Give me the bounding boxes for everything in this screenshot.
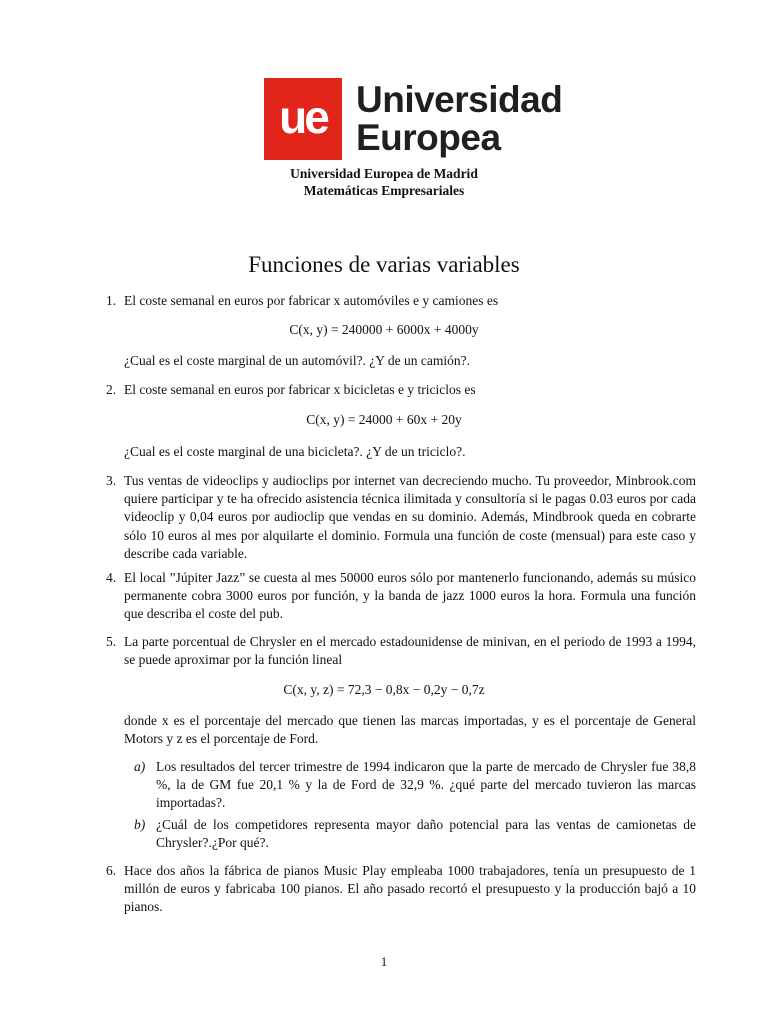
problem-3-number: 3. — [106, 473, 117, 488]
problem-1-question: ¿Cual es el coste marginal de un automóvil?. ¿Y de un camión?. — [124, 353, 471, 368]
problem-5a-text: Los resultados del tercer trimestre de 1994 indicaron que la parte de mercado de Chrysler fue 38,8 %, la de GM fue 20,1 % y la de Ford de 32,9 %. ¿qué parte del mercado tuvieron las marcas importadas?. — [156, 759, 696, 811]
logo-wordmark — [356, 81, 562, 157]
problem-5-after: donde x es el porcentaje del mercado que tienen las marcas importadas, y es el porcentaje de General Motors y z es el porcentaje de Ford. — [124, 713, 696, 747]
problem-5-text: La parte porcentual de Chrysler en el mercado estadounidense de minivan, en el periodo de 1993 a 1994, se puede aproximar por la función lineal — [124, 634, 696, 668]
problem-2-number: 2. — [106, 382, 117, 397]
problem-2-text: El coste semanal en euros por fabricar x bicicletas e y triciclos es — [124, 382, 476, 397]
logo-mark-box — [264, 78, 342, 160]
problem-1-equation: C(x, y) = 240000 + 6000x + 4000y — [289, 322, 479, 337]
problem-5a-label: a) — [134, 759, 146, 774]
problem-4-number: 4. — [106, 570, 117, 585]
problem-1-number: 1. — [106, 293, 117, 308]
logo-line-2: Europea — [356, 117, 501, 158]
problem-2-equation: C(x, y) = 24000 + 60x + 20y — [306, 412, 462, 427]
problem-5b-text: ¿Cuál de los competidores representa mayor daño potencial para las ventas de camionetas de Chrysler?.¿Por qué?. — [156, 817, 696, 851]
problem-5-equation: C(x, y, z) = 72,3 − 0,8x − 0,2y − 0,7z — [283, 682, 485, 697]
problem-5-number: 5. — [106, 634, 117, 649]
document-title: Funciones de varias variables — [248, 252, 520, 277]
course-name: Matemáticas Empresariales — [303, 183, 465, 198]
problem-5b-label: b) — [134, 817, 146, 832]
page-number: 1 — [380, 954, 388, 969]
problem-6-number: 6. — [106, 863, 117, 878]
problem-6-text: Hace dos años la fábrica de pianos Music Play empleaba 1000 trabajadores, tenía un presupuesto de 1 millón de euros y fabricaba 100 pianos. El año pasado recortó el presupuesto y la producción bajó a 10 pianos. — [124, 863, 696, 915]
logo-mark: ue — [279, 91, 327, 143]
institution-name: Universidad Europea de Madrid — [290, 166, 478, 181]
logo-line-1: Universidad — [356, 79, 563, 120]
problem-2-question: ¿Cual es el coste marginal de una bicicleta?. ¿Y de un triciclo?. — [124, 444, 466, 459]
problem-3-text: Tus ventas de videoclips y audioclips por internet van decreciendo mucho. Tu proveedor, Minbrook.com quiere participar y te ha ofrecido asistencia técnica ilimitada y consultoría si le pagas 0.03 euros por cada videoclip y 0,04 euros por audioclip que vendas en su dominio. Además, Mindbrook queda en cobrarte sólo 10 euros al mes por alquilarte el dominio. Formula una función de coste (mensual) para este caso y describe cada variable. — [124, 473, 696, 561]
problem-1-text: El coste semanal en euros por fabricar x automóviles e y camiones es — [124, 293, 499, 308]
problem-4-text: El local ”Júpiter Jazz” se cuesta al mes 50000 euros sólo por mantenerlo funcionando, además su músico permanente cobra 3000 euros por función, y la banda de jazz 1000 euros la hora. Formula una función que describa el coste del pub. — [124, 570, 696, 622]
university-logo — [264, 78, 562, 160]
